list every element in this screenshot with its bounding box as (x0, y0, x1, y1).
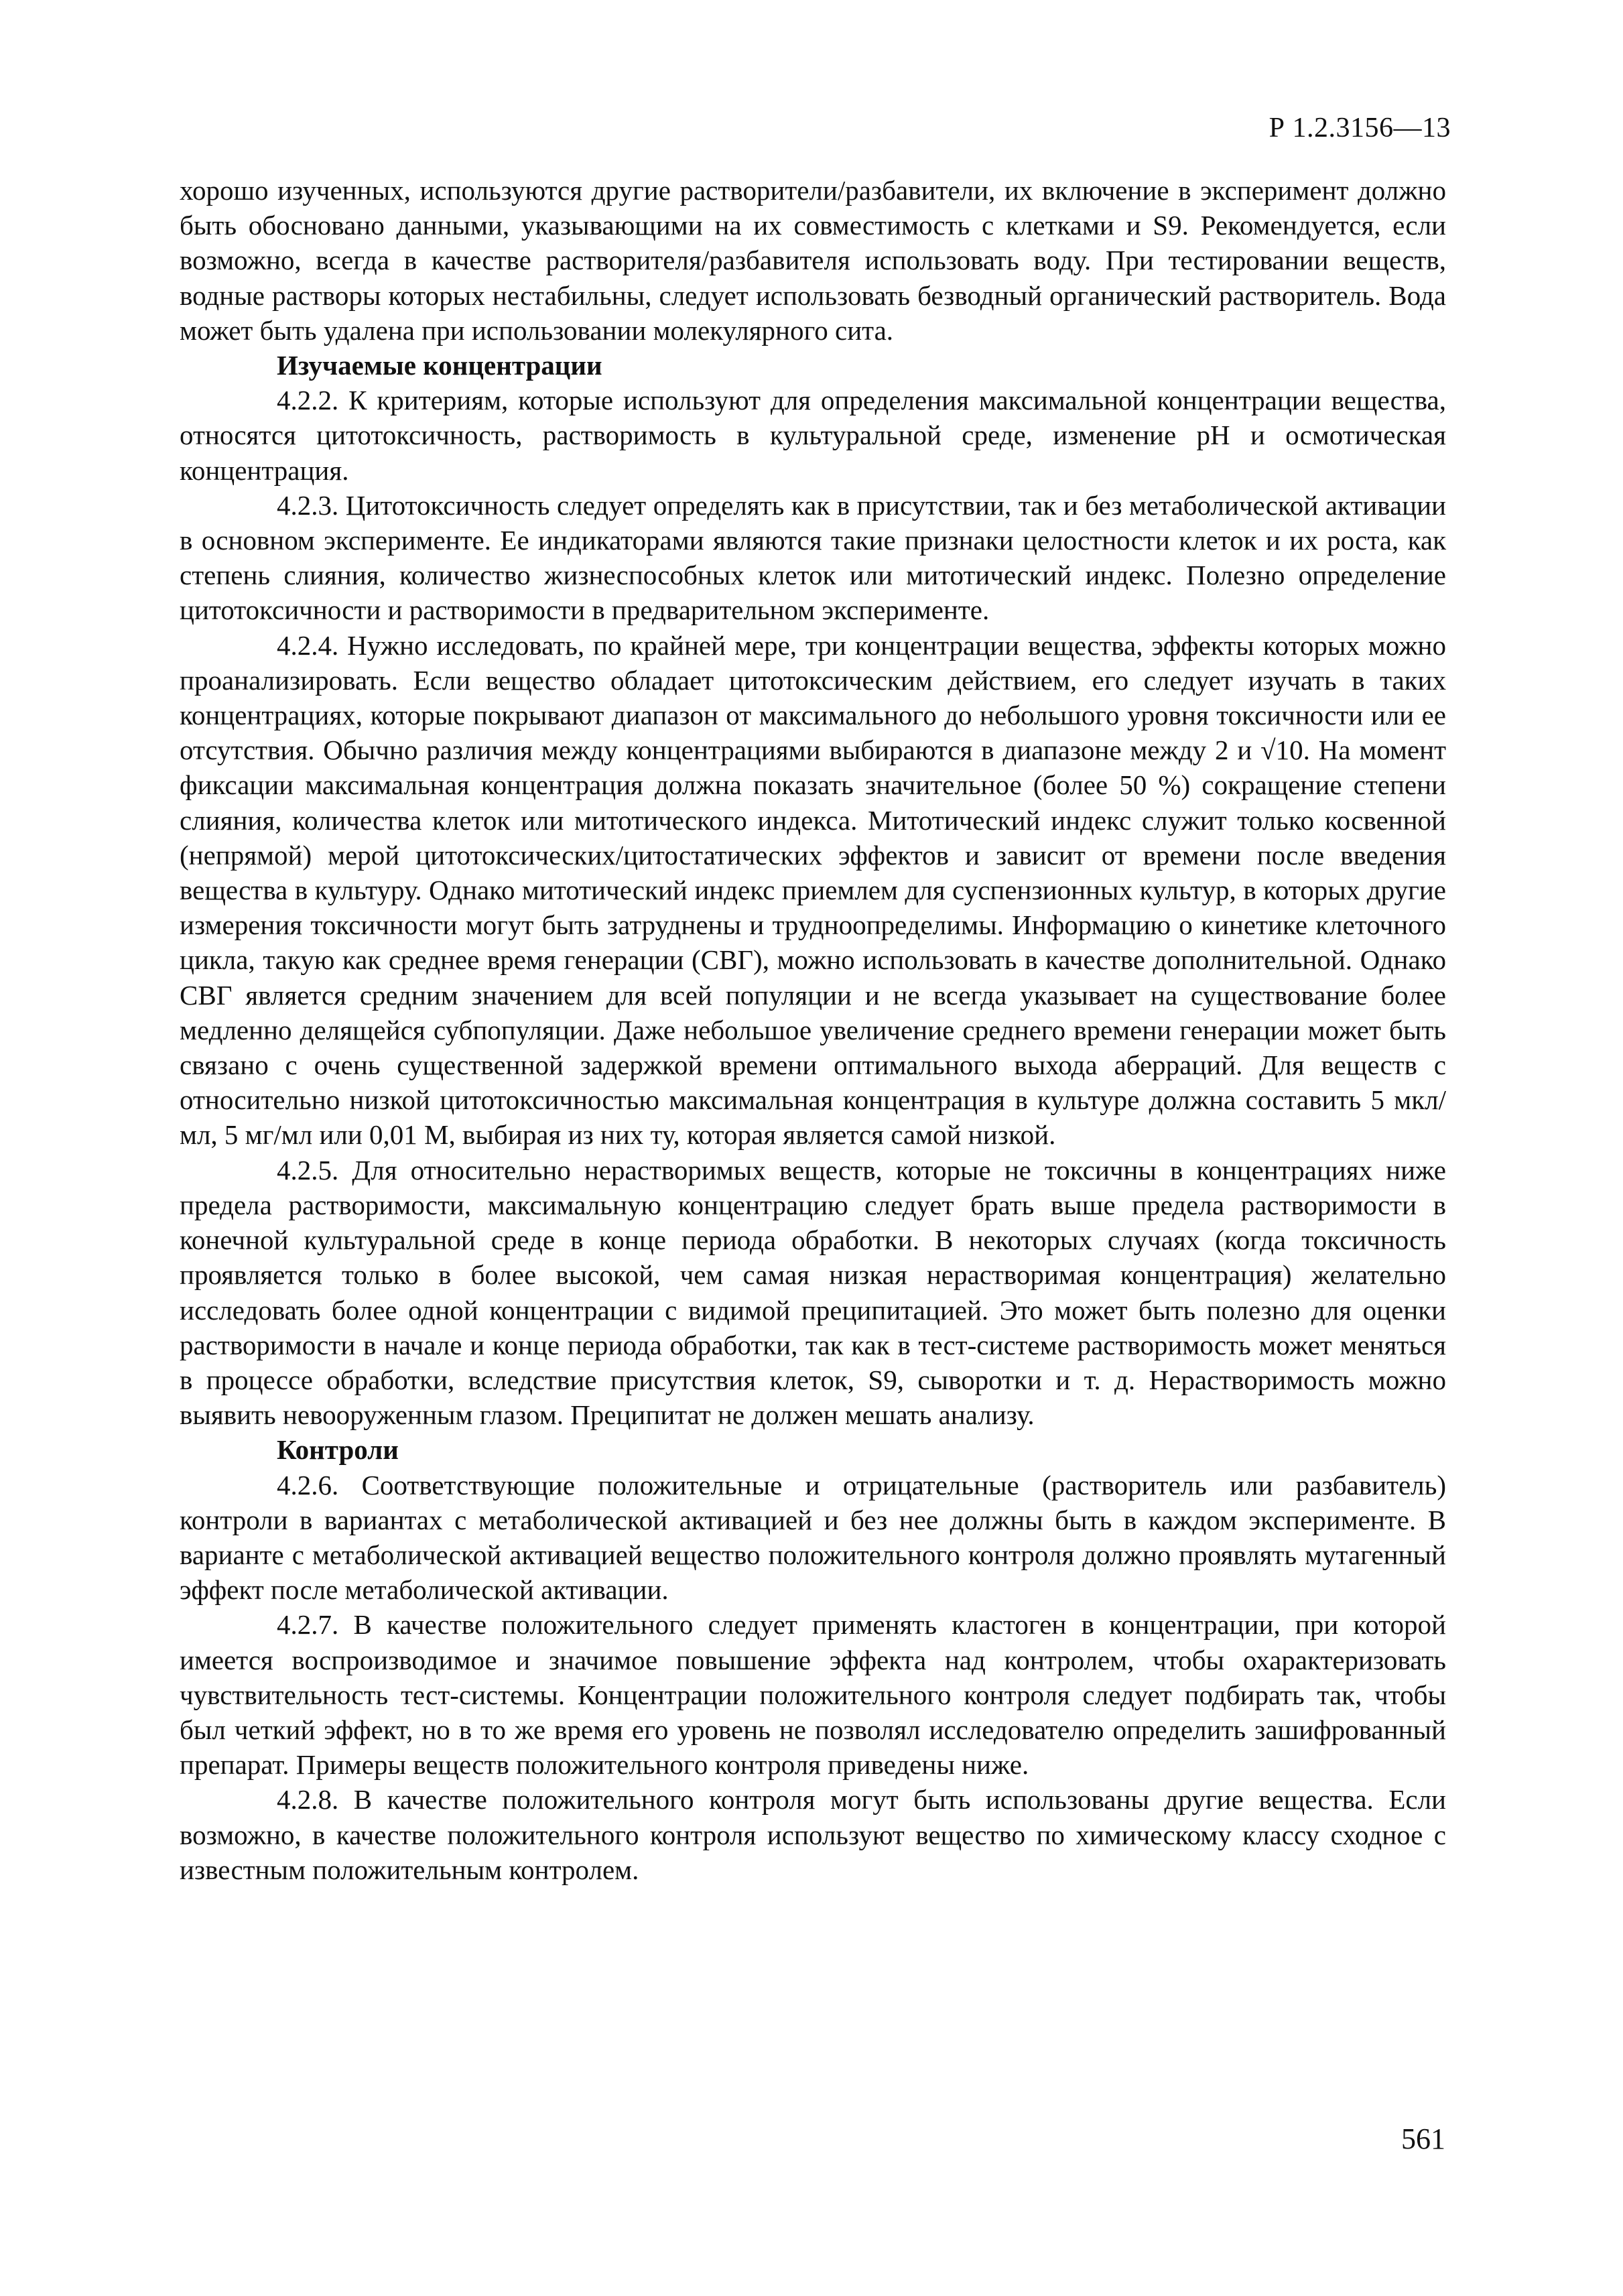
page-number: 561 (1401, 2122, 1445, 2155)
paragraph-4-2-5: 4.2.5. Для относительно нерастворимых веществ, которые не токсичны в концентрациях ниже предела растворимости, максимальную концентрацию следует брать выше предела растворимости в конечной культуральной среде в конце периода обработки. В некоторых случаях (когда токсичность проявляется только в более высокой, чем самая низкая нерастворимая концентрация) желательно исследовать более одной концентрации с видимой преципитацией. Это может быть полезно для оценки растворимости в начале и конце периода обработки, так как в тест-системе растворимость может меняться в процессе обработки, вследствие присутствия клеток, S9, сыворотки и т. д. Нерастворимость можно выявить невооруженным глазом. Преципитат не должен мешать анализу. (180, 1154, 1446, 1431)
paragraph-4-2-3: 4.2.3. Цитотоксичность следует определять как в присутствии, так и без метаболической активации в основном эксперименте. Ее индикаторами являются такие признаки целостности клеток и их роста, как степень слияния, количество жизнеспособных клеток или митотический индекс. Полезно определение цитотоксичности и растворимости в предварительном эксперименте. (180, 489, 1446, 626)
body-text (180, 173, 1446, 1887)
section-heading-concentrations: Изучаемые концентрации (277, 350, 602, 381)
paragraph-4-2-7: 4.2.7. В качестве положительного следует применять кластоген в концентрации, при которой имеется воспроизводимое и значимое повышение эффекта над контролем, чтобы охарактеризовать чувствительность тест-системы. Концентрации положительного контроля следует подбирать так, чтобы был четкий эффект, но в то же время его уровень не позволял исследователю определить зашифрованный препарат. Примеры веществ положительного контроля приведены ниже. (180, 1609, 1446, 1781)
paragraph-continuation: хорошо изученных, используются другие растворители/разбавители, их включение в эксперимент должно быть обосновано данными, указывающими на их совместимость с клетками и S9. Рекомендуется, если возможно, всегда в качестве растворителя/разбавителя использовать воду. При тестировании веществ, водные растворы которых нестабильны, следует использовать безводный органический растворитель. Вода может быть удалена при использовании молекулярного сита. (180, 175, 1446, 346)
paragraph-4-2-8: 4.2.8. В качестве положительного контроля могут быть использованы другие вещества. Если возможно, в качестве положительного контроля используют вещество по химическому классу сходное с известным положительным контролем. (180, 1784, 1446, 1885)
paragraph-4-2-2: 4.2.2. К критериям, которые используют для определения максимальной концентрации вещества, относятся цитотоксичность, растворимость в культуральной среде, изменение pH и осмотическая концентрация. (180, 385, 1446, 486)
section-heading-controls: Контроли (277, 1434, 399, 1466)
paragraph-4-2-6: 4.2.6. Соответствующие положительные и отрицательные (растворитель или разбавитель) контроли в вариантах с метаболической активацией и без нее должны быть в каждом эксперименте. В варианте с метаболической активацией вещество положительного контроля должно проявлять мутагенный эффект после метаболической активации. (180, 1469, 1446, 1606)
document-code: Р 1.2.3156—13 (1269, 113, 1451, 143)
paragraph-4-2-4: 4.2.4. Нужно исследовать, по крайней мере, три концентрации вещества, эффекты которых можно проанализировать. Если вещество обладает цитотоксическим действием, его следует изучать в таких концентрациях, которые покрывают диапазон от максимального до небольшого уровня токсичности или ее отсутствия. Обычно различия между концентрациями выбираются в диапазоне между 2 и √10. На момент фиксации максимальная концентрация должна показать значительное (более 50 %) сокращение степени слияния, количества клеток или митотического индекса. Митотический индекс служит только косвенной (непрямой) мерой цитотоксических/цитостатических эффектов и зависит от времени после введения вещества в культуру. Однако митотический индекс приемлем для суспензионных культур, в которых другие измерения токсичности могут быть затруднены и трудноопределимы. Информацию о кинетике клеточного цикла, такую как среднее время генерации (СВГ), можно использовать в качестве дополнительной. Однако СВГ является средним значением для всей популяции и не всегда указывает на существование более медленно делящейся субпопуляции. Даже небольшое увеличение среднего времени генерации может быть связано с очень существенной задержкой времени оптимального выхода аберраций. Для веществ с относительно низкой цитотоксичностью максимальная концентрация в культуре должна составить 5 мкл/мл, 5 мг/мл или 0,01 М, выбирая из них ту, которая является самой низкой. (180, 629, 1446, 1151)
